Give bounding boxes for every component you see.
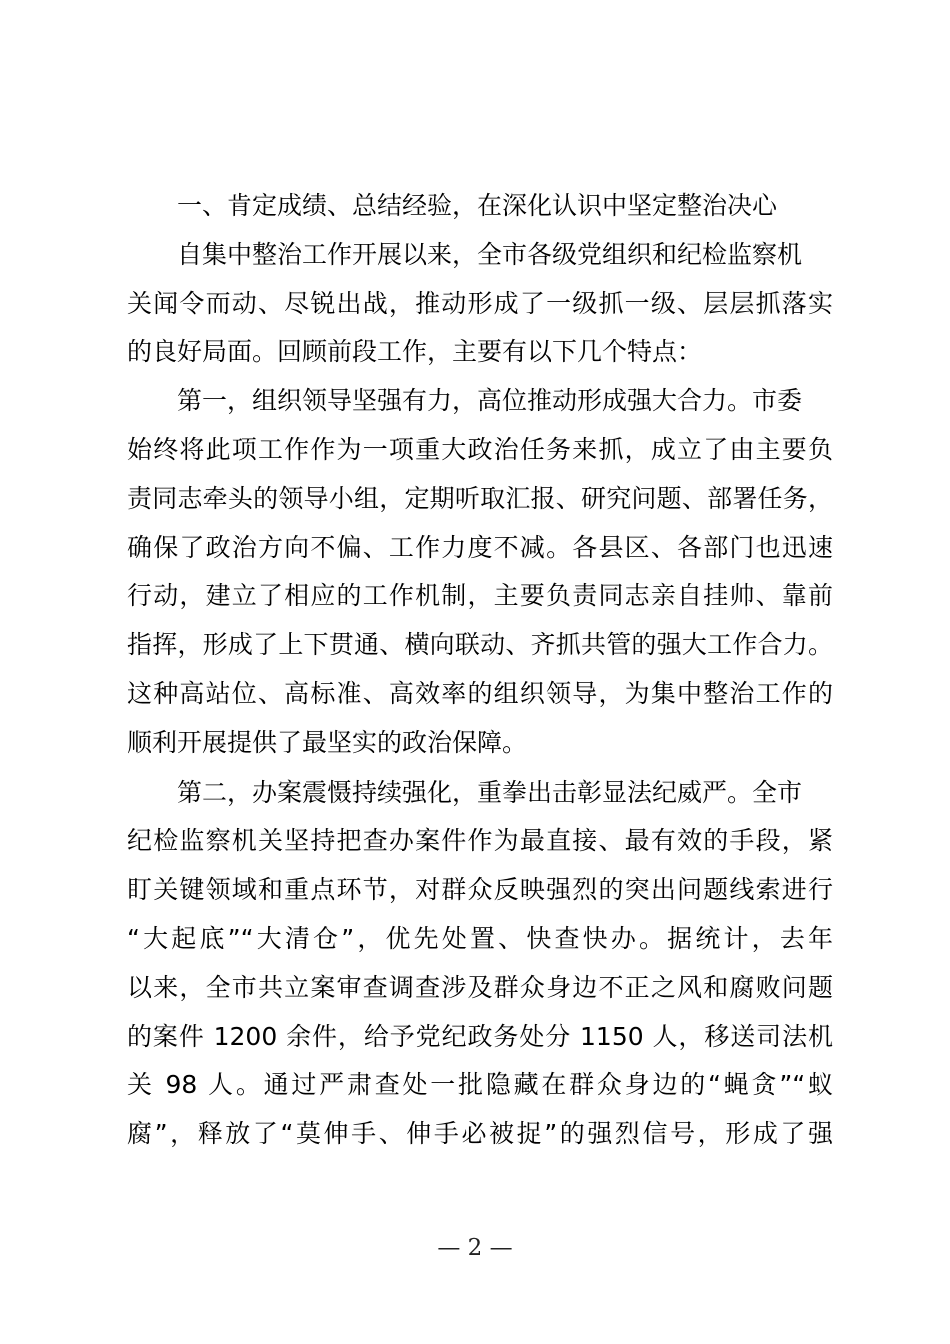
- paragraph-line: 关闻令而动、尽锐出战，推动形成了一级抓一级、层层抓落实: [127, 288, 833, 318]
- paragraph-line: 自集中整治工作开展以来，全市各级党组织和纪检监察机: [177, 239, 803, 269]
- paragraph-line: 的案件 1200 余件，给予党纪政务处分 1150 人，移送司法机: [127, 1021, 833, 1051]
- paragraph-line: 盯关键领域和重点环节，对群众反映强烈的突出问题线索进行: [127, 875, 833, 905]
- paragraph-line: 腐”，释放了“莫伸手、伸手必被捉”的强烈信号，形成了强: [127, 1119, 833, 1149]
- paragraph-line: 顺利开展提供了最坚实的政治保障。: [127, 727, 528, 757]
- paragraph-line: 行动，建立了相应的工作机制，主要负责同志亲自挂帅、靠前: [127, 581, 833, 611]
- paragraph-line: 始终将此项工作作为一项重大政治任务来抓，成立了由主要负: [127, 434, 833, 464]
- paragraph-line: 确保了政治方向不偏、工作力度不减。各县区、各部门也迅速: [127, 532, 833, 562]
- paragraph-second-point: [127, 769, 833, 1159]
- paragraph-line: 纪检监察机关坚持把查办案件作为最直接、最有效的手段，紧: [127, 826, 833, 856]
- section-heading: 一、肯定成绩、总结经验，在深化认识中坚定整治决心: [177, 191, 778, 220]
- document-body: [127, 182, 833, 1159]
- paragraph-intro: [127, 231, 833, 377]
- page-number: — 2 —: [437, 1235, 513, 1261]
- paragraph-first-point: [127, 377, 833, 767]
- paragraph-line: 第一，组织领导坚强有力，高位推动形成强大合力。市委: [177, 386, 803, 416]
- paragraph-line: 关 98 人。通过严肃查处一批隐藏在群众身边的“蝇贪”“蚁: [127, 1070, 833, 1100]
- paragraph-line: “大起底”“大清仓”，优先处置、快查快办。据统计，去年: [127, 923, 833, 953]
- paragraph-line: 责同志牵头的领导小组，定期听取汇报、研究问题、部署任务，: [127, 483, 833, 513]
- paragraph-line: 的良好局面。回顾前段工作，主要有以下几个特点：: [127, 337, 703, 367]
- paragraph-line: 以来，全市共立案审查调查涉及群众身边不正之风和腐败问题: [127, 972, 833, 1002]
- paragraph-line: 指挥，形成了上下贯通、横向联动、齐抓共管的强大工作合力。: [127, 630, 833, 660]
- paragraph-line: 这种高站位、高标准、高效率的组织领导，为集中整治工作的: [127, 678, 833, 708]
- paragraph-line: 第二，办案震慑持续强化，重拳出击彰显法纪威严。全市: [177, 777, 803, 807]
